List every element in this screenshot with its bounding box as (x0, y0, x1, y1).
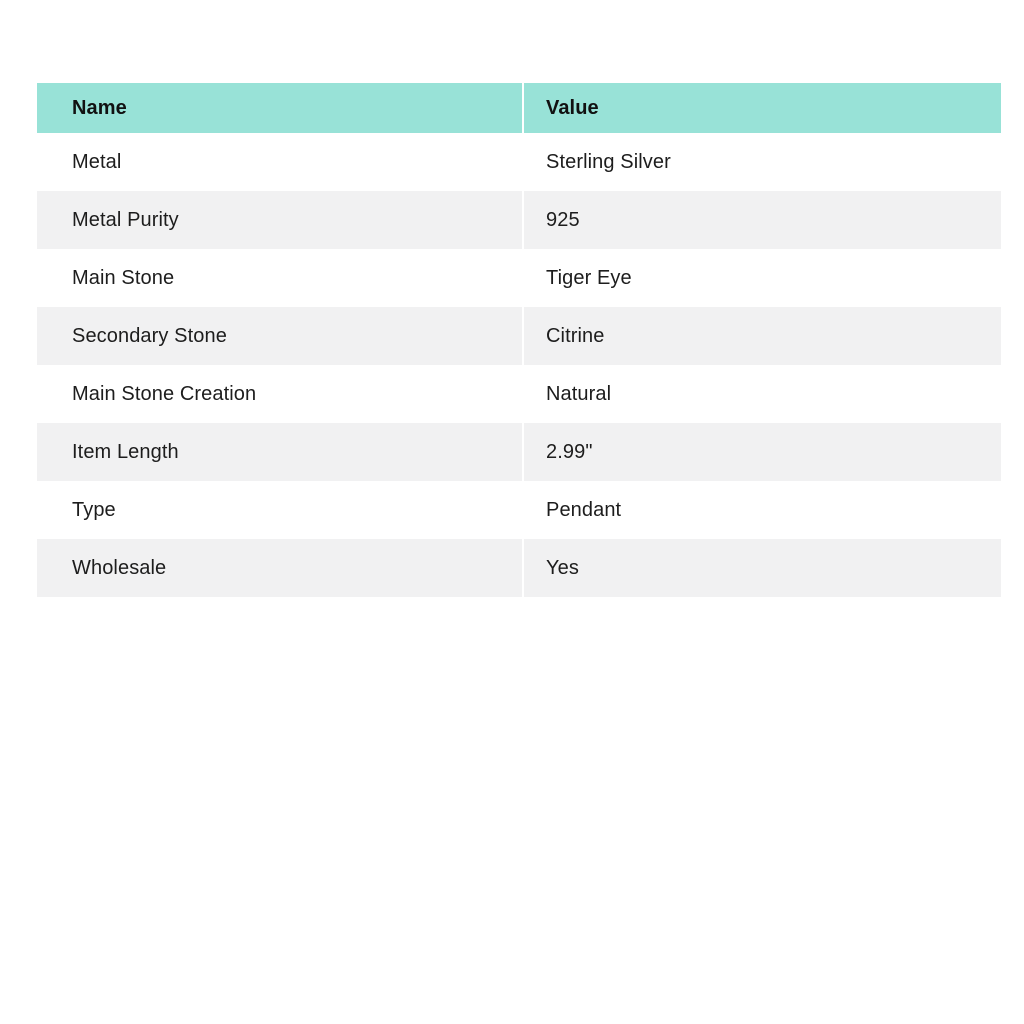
row-name-cell: Metal Purity (37, 191, 524, 249)
attributes-table (37, 83, 1001, 597)
row-name-cell: Main Stone Creation (37, 365, 524, 423)
row-name-cell: Wholesale (37, 539, 524, 597)
row-name-cell: Type (37, 481, 524, 539)
table-body (37, 133, 1001, 597)
table-row (37, 249, 1001, 307)
row-name-cell: Item Length (37, 423, 524, 481)
row-value-cell: Tiger Eye (546, 266, 632, 289)
table-row (37, 133, 1001, 191)
row-value-cell: Pendant (546, 498, 622, 521)
row-value-cell: Natural (546, 382, 612, 405)
row-name-cell: Secondary Stone (37, 307, 524, 365)
column-header-value: Value (546, 96, 599, 119)
table-row (37, 539, 1001, 597)
row-name-cell: Main Stone (37, 249, 524, 307)
table-row (37, 191, 1001, 249)
table-row (37, 365, 1001, 423)
table-row (37, 307, 1001, 365)
row-value-cell: 2.99" (546, 440, 593, 463)
row-value-cell: Citrine (546, 324, 605, 347)
row-value-cell: Sterling Silver (546, 150, 671, 173)
row-name-cell: Metal (37, 133, 524, 191)
table-row (37, 423, 1001, 481)
table-header-row (37, 83, 1001, 133)
column-header-name: Name (37, 83, 524, 133)
row-value-cell: 925 (546, 208, 580, 231)
table-row (37, 481, 1001, 539)
row-value-cell: Yes (546, 556, 579, 579)
